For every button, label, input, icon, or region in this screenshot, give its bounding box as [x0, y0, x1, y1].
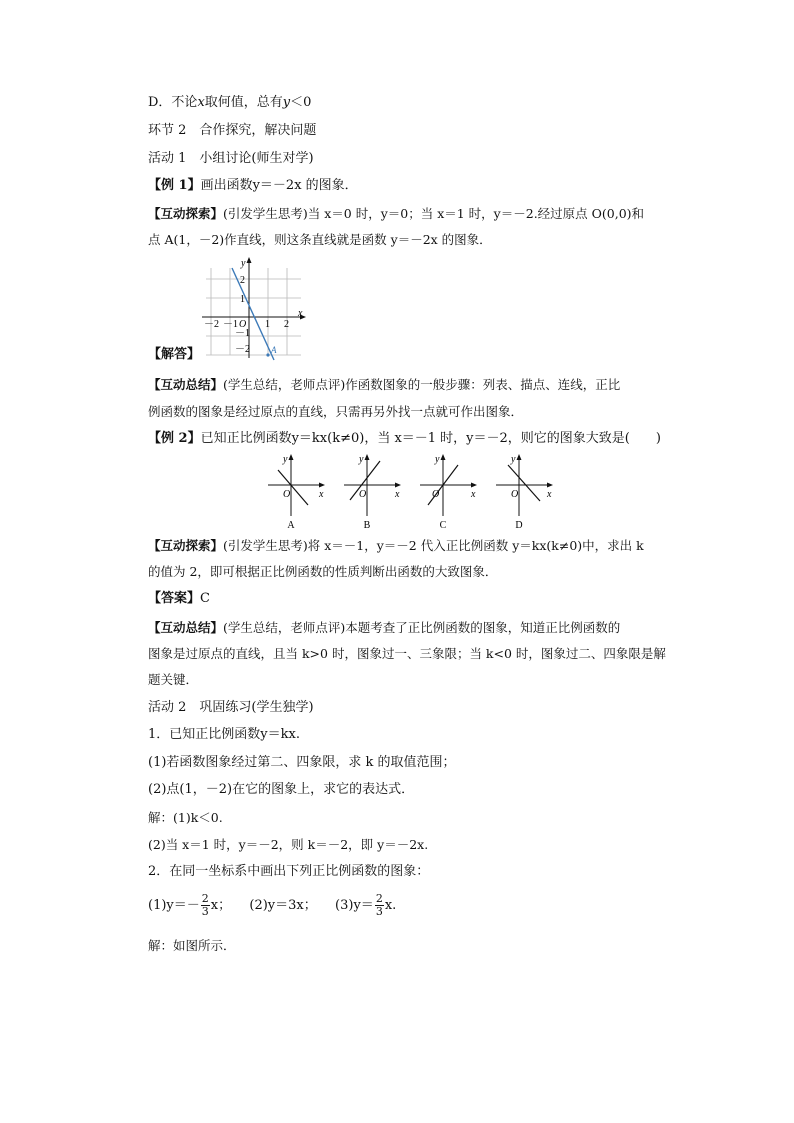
question-1-solution-1: 解：(1)k＜0.: [148, 810, 223, 825]
option-c-origin: O: [432, 489, 440, 500]
function-3: (3)y＝ $\frac{2}{3}$ x.: [335, 892, 397, 918]
example-2-summary-line1: 【互动总结】(学生总结，老师点评)本题考查了正比例函数的图象，知道正比例函数的: [148, 620, 621, 635]
option-d-origin: O: [511, 489, 519, 500]
graph1-xtick-m2: －2: [204, 319, 219, 330]
example-1-summary-line2: 例函数的图象是经过原点的直线，只需再另外找一点就可作出图象．: [148, 404, 524, 419]
option-b-y: y: [359, 454, 364, 465]
option-a-origin: O: [283, 489, 291, 500]
activity-2-heading: 活动 2 巩固练习(学生独学): [148, 700, 314, 715]
question-2-solution: 解：如图所示．: [148, 938, 236, 953]
question-1-solution-2: (2)当 x＝1 时，y＝－2，则 k＝－2，即 y＝－2x.: [148, 837, 429, 852]
example-2-answer: 【答案】C: [148, 591, 210, 606]
question-2-functions: [148, 888, 396, 924]
example-2-summary-line2: 图象是过原点的直线，且当 k>0 时，图象过一、三象限；当 k<0 时，图象过二、四象限是解: [148, 646, 666, 661]
example-1-summary-line1: 【互动总结】(学生总结，老师点评)作函数图象的一般步骤：列表、描点、连线，正比: [148, 377, 621, 392]
graph1-ytick-2: 2: [240, 275, 245, 286]
option-d-graph: [496, 454, 553, 531]
example-1-explore-line2: 点 A(1，－2)作直线，则这条直线就是函数 y＝－2x 的图象．: [148, 232, 492, 247]
option-d-x: x: [547, 489, 552, 500]
graph1-origin: O: [239, 319, 247, 330]
example-1-graph: [198, 254, 310, 366]
function-1: (1)y＝－ $\frac{2}{3}$ x；: [148, 892, 232, 918]
option-c-letter: C: [439, 520, 447, 531]
activity-1-heading: 活动 1 小组讨论(师生对学): [148, 151, 314, 166]
example-1: 【例 1】画出函数y＝－2x 的图象．: [148, 178, 358, 193]
option-d-y: y: [511, 454, 516, 465]
graph1-xtick-1: 1: [265, 319, 270, 330]
graph1-ytick-1: 1: [240, 294, 245, 305]
option-b-x: x: [395, 489, 400, 500]
graph1-x-label: x: [298, 308, 303, 319]
example-2-explore-line2: 的值为 2，即可根据正比例函数的性质判断出函数的大致图象．: [148, 564, 498, 579]
graph1-ytick-m2: －2: [235, 344, 250, 355]
question-1-part-2: (2)点(1，－2)在它的图象上，求它的表达式．: [148, 782, 415, 797]
option-a-letter: A: [287, 520, 295, 531]
option-graphs: [268, 451, 558, 535]
example-2-summary-line3: 题关键．: [148, 672, 199, 687]
graph1-ytick-m1: －1: [235, 328, 250, 339]
section-heading: 环节 2 合作探究，解决问题: [148, 123, 317, 138]
option-b-graph: [344, 454, 401, 531]
option-a-graph: [268, 454, 325, 531]
option-c-graph: [420, 454, 477, 531]
function-2: (2)y＝3x；: [249, 898, 317, 913]
option-c-y: y: [435, 454, 440, 465]
example-2-explore-line1: 【互动探索】(引发学生思考)将 x＝－1，y＝－2 代入正比例函数 y＝kx(k≠0)中，求出 k: [148, 538, 644, 553]
example-1-answer-tag: 【解答】: [148, 347, 201, 362]
option-b-origin: O: [359, 489, 367, 500]
example-1-explore-line1: 【互动探索】(引发学生思考)当 x＝0 时，y＝0；当 x＝1 时，y＝－2.经过原点 O(0,0)和: [148, 206, 645, 221]
example-2: 【例 2】已知正比例函数y＝kx(k≠0)，当 x＝－1 时，y＝－2，则它的图象大致是( ): [148, 431, 661, 446]
question-1-part-1: (1)若函数图象经过第二、四象限，求 k 的取值范围；: [148, 755, 456, 770]
graph1-xtick-2: 2: [284, 319, 289, 330]
question-1: 1．已知正比例函数y＝kx.: [148, 727, 300, 742]
graph1-xtick-m1: －1: [223, 319, 238, 330]
question-2: 2．在同一坐标系中画出下列正比例函数的图象：: [148, 864, 430, 879]
option-a-y: y: [283, 454, 288, 465]
graph1-point-a: A: [271, 345, 277, 355]
option-b-letter: B: [363, 520, 371, 531]
graph1-y-label: y: [241, 258, 246, 269]
option-d: D．不论x取何值，总有y＜0: [148, 95, 312, 110]
option-a-x: x: [319, 489, 324, 500]
option-c-x: x: [471, 489, 476, 500]
option-d-letter: D: [515, 520, 523, 531]
